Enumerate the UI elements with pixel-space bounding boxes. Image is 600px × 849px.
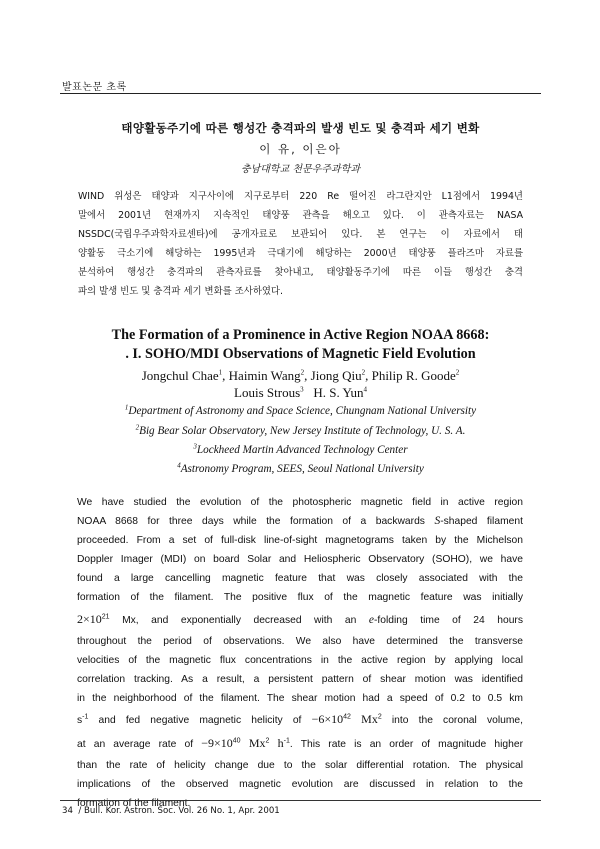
author-affiliation-mark: 2 xyxy=(361,368,366,377)
affiliation-2 xyxy=(60,425,541,437)
abstract-line: found a large cancelling magnetic feature that was closely associated with the xyxy=(77,573,523,585)
korean-abstract-line: 파의 발생 빈도 및 충격파 세기 변화를 조사하였다. xyxy=(78,286,283,297)
affiliation-4 xyxy=(60,463,541,475)
abstract-superscript: -1 xyxy=(82,713,89,721)
abstract-text: -folding time of 24 hours xyxy=(373,614,523,626)
abstract-text: NOAA 8668 for three days while the formation of a backwards xyxy=(77,516,425,528)
author-affiliation-mark: 1 xyxy=(218,368,223,377)
english-abstract xyxy=(77,493,523,813)
abstract-text: at an average rate of xyxy=(77,738,194,750)
affiliation-mark: 2 xyxy=(135,423,140,432)
abstract-line: Doppler Imager (MDI) on board Solar and Heliospheric Observatory (SOHO), we have xyxy=(77,554,523,566)
abstract-text: s xyxy=(77,714,83,726)
affiliation-mark: 3 xyxy=(193,442,197,451)
page-number: 34 xyxy=(62,806,73,816)
journal-citation: / Bull. Kor. Astron. Soc. Vol. 26 No. 1, Apr. 2001 xyxy=(78,806,280,816)
affiliation-text: Big Bear Solar Observatory, New Jersey Institute of Technology, U. S. A. xyxy=(139,425,466,437)
affiliation-3 xyxy=(60,444,541,456)
page-footer xyxy=(62,806,280,816)
abstract-line xyxy=(77,608,523,632)
abstract-line xyxy=(77,732,523,756)
abstract-text: Mx, and exponentially decreased with an xyxy=(109,614,357,626)
abstract-line: formation of the filament. xyxy=(77,798,191,810)
author-affiliation-mark: 2 xyxy=(300,368,305,377)
abstract-superscript: 42 xyxy=(343,713,351,721)
abstract-line: in the neighborhood of the filament. The shear motion had a speed of 0.2 to 0.5 km xyxy=(77,692,523,704)
abstract-italic: e xyxy=(368,613,374,626)
abstract-math: h xyxy=(269,735,284,750)
author-name: Jongchul Chae xyxy=(141,368,219,383)
author-affiliation-mark: 2 xyxy=(455,368,460,377)
abstract-line: proceeded. From a set of full-disk line-of-sight magnetograms taken by the Michelson xyxy=(77,535,523,547)
affiliation-mark: 1 xyxy=(124,403,129,412)
abstract-line: throughout the period of observations. We also have determined the transverse xyxy=(77,635,523,647)
abstract-math: Mx xyxy=(240,735,266,750)
section-header: 발표논문 초록 xyxy=(62,82,127,93)
korean-abstract-line: NSSDC(국립우주과학자료센타)에 공개자료로 보관되어 있다. 본 연구는 이 자료에서 태 xyxy=(78,229,523,240)
english-paper-authors-cont xyxy=(60,385,541,401)
abstract-line: We have studied the evolution of the photospheric magnetic field in active region xyxy=(77,497,523,508)
abstract-line: formation of the filament. The positive flux of the magnetic feature was initially xyxy=(77,592,523,604)
abstract-line: implications of the observed magnetic evolution are discussed in relation to the xyxy=(77,779,523,791)
abstract-math: Mx xyxy=(350,711,378,726)
korean-paper-title: 태양활동주기에 따른 행성간 충격파의 발생 빈도 및 충격파 세기 변화 xyxy=(121,121,480,135)
affiliation-text: Astronomy Program, SEES, Seoul National University xyxy=(180,463,424,475)
abstract-italic: S xyxy=(434,515,441,528)
abstract-superscript: 40 xyxy=(232,737,241,745)
abstract-line xyxy=(77,512,523,531)
korean-abstract-line: WIND 위성은 태양과 지구사이에 지구로부터 220 Re 떨어진 라그란지안 L1점에서 1994년 xyxy=(78,191,523,202)
abstract-math: −6×10 xyxy=(311,711,344,726)
abstract-line: correlation tracking. As a result, a persistent pattern of shear motion was identified xyxy=(77,673,523,685)
korean-abstract-line: 말에서 2001년 현재까지 지속적인 태양풍 관측을 해오고 있다. 이 관측자료는 NASA xyxy=(78,210,523,221)
korean-abstract-line: 양활동 극소기에 해당하는 1995년과 극대기에 해당하는 2000년 태양풍 플라즈마 자료를 xyxy=(78,248,523,259)
abstract-line: than the rate of helicity change due to the solar differential rotation. The physical xyxy=(77,759,523,771)
affiliation-text: Department of Astronomy and Space Science, Chungnam National University xyxy=(128,405,477,417)
abstract-line: velocities of the magnetic flux concentrations in the active region by applying local xyxy=(77,654,523,666)
abstract-superscript: 2 xyxy=(377,713,382,721)
header-divider xyxy=(60,93,541,94)
abstract-text: into the coronal volume, xyxy=(381,714,523,726)
korean-abstract-line: 분석하여 행성간 충격파의 관측자료를 찾아내고, 태양활동주기에 따른 이들 행성간 충격 xyxy=(78,267,523,278)
english-paper-title: The Formation of a Prominence in Active Region NOAA 8668: xyxy=(111,327,490,343)
author-name: Louis Strous xyxy=(234,385,301,400)
author-name: Jiong Qiu xyxy=(310,368,362,383)
affiliation-mark: 4 xyxy=(177,461,181,470)
abstract-superscript: -1 xyxy=(283,737,290,745)
abstract-text: . This rate is an order of magnitude higher xyxy=(289,738,523,750)
korean-abstract xyxy=(78,187,523,301)
abstract-superscript: 21 xyxy=(101,613,110,621)
korean-paper-authors: 이 유, 이은아 xyxy=(259,142,342,156)
english-paper-subtitle: . I. SOHO/MDI Observations of Magnetic Field Evolution xyxy=(125,346,476,362)
english-paper-authors: Jongchul Chae$^1$, Haimin Wang$^2$, Jiong Qiu$^2$, Philip R. Goode$^2$ xyxy=(141,368,460,383)
abstract-superscript: 2 xyxy=(265,737,270,745)
affiliation-text: Lockheed Martin Advanced Technology Center xyxy=(196,444,408,456)
abstract-math: −9×10 xyxy=(201,735,233,750)
korean-paper-affiliation: 충남대학교 천문우주과학과 xyxy=(240,164,361,175)
author-affiliation-mark: 3 xyxy=(300,385,304,394)
author-affiliation-mark: 4 xyxy=(363,385,367,394)
abstract-text: -shaped filament xyxy=(440,516,523,528)
author-name: H. S. Yun xyxy=(313,385,364,400)
abstract-math: 2×10 xyxy=(77,611,102,626)
affiliation-1 xyxy=(60,405,541,417)
abstract-text: and fed negative magnetic helicity of xyxy=(88,714,302,726)
footer-divider xyxy=(60,800,541,801)
abstract-line xyxy=(77,708,523,732)
author-name: Haimin Wang xyxy=(228,368,301,383)
author-name: Philip R. Goode xyxy=(371,368,456,383)
